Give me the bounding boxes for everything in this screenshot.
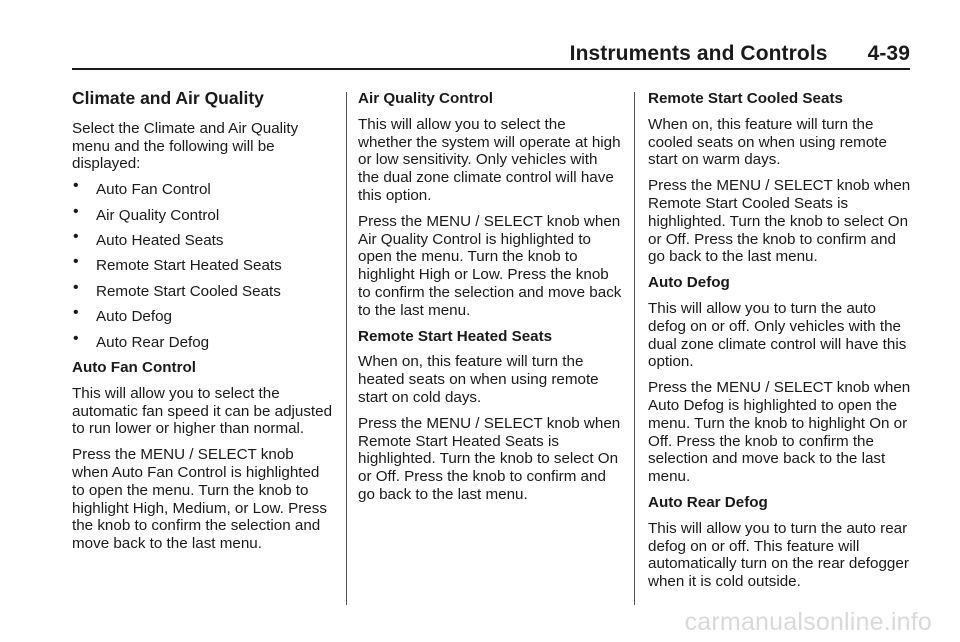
subheading-auto-fan-control: Auto Fan Control <box>72 358 197 376</box>
subheading-remote-start-cooled-seats: Remote Start Cooled Seats <box>648 90 843 107</box>
list-item: • Auto Defog <box>73 304 172 326</box>
paragraph: When on, this feature will turn the heated seats on when using remote start on cold days. <box>358 353 599 406</box>
column-1 <box>72 90 334 561</box>
column-divider-1 <box>346 92 347 605</box>
section-title: Instruments and Controls <box>569 42 828 65</box>
subheading-air-quality-control: Air Quality Control <box>358 90 494 107</box>
paragraph: Press the MENU / SELECT knob when Remote Start Heated Seats is highlighted. Turn the knob to select On or Off. Press the knob to confirm and go back to the last menu. <box>358 414 621 503</box>
menu-options-list <box>72 177 334 351</box>
list-item: • Air Quality Control <box>73 202 220 224</box>
list-item: • Auto Heated Seats <box>73 227 224 249</box>
page-header <box>72 38 910 66</box>
list-item: • Remote Start Cooled Seats <box>73 278 281 300</box>
bullet-icon: • <box>73 304 79 322</box>
paragraph: Press the MENU / SELECT knob when Air Quality Control is highlighted to open the menu. Turn the knob to highlight High or Low. Press the knob to confirm the selection and move back to the last menu. <box>358 212 622 319</box>
subheading-auto-rear-defog: Auto Rear Defog <box>648 493 768 511</box>
bullet-icon: • <box>73 253 79 271</box>
list-item: • Auto Fan Control <box>73 177 211 199</box>
bullet-icon: • <box>73 278 79 296</box>
intro-paragraph: Select the Climate and Air Quality menu and the following will be displayed: <box>72 119 299 173</box>
list-item: • Auto Rear Defog <box>73 329 210 351</box>
bullet-icon: • <box>73 329 79 347</box>
subheading-auto-defog: Auto Defog <box>648 274 730 292</box>
paragraph: When on, this feature will turn the cooled seats on when using remote start on warm days. <box>648 115 887 169</box>
column-2 <box>358 90 622 512</box>
column-divider-2 <box>634 92 635 605</box>
paragraph: This will allow you to turn the auto defog on or off. Only vehicles with the dual zone climate control will have this option. <box>648 299 907 371</box>
list-item: • Remote Start Heated Seats <box>73 253 282 275</box>
page-number: 4-39 <box>867 42 910 65</box>
paragraph: This will allow you to select the automatic fan speed it can be adjusted to run lower or higher than normal. <box>72 384 333 438</box>
header-rule <box>72 68 910 70</box>
section-heading: Climate and Air Quality <box>72 88 264 108</box>
bullet-icon: • <box>73 202 79 220</box>
paragraph: Press the MENU / SELECT knob when Auto Defog is highlighted to open the menu. Turn the knob to highlight On or Off. Press the knob to confirm the selection and move back to the last menu. <box>648 379 911 486</box>
paragraph: This will allow you to turn the auto rear defog on or off. This feature will automatically turn on the rear defogger when it is cold outside. <box>648 519 909 591</box>
bullet-icon: • <box>73 227 79 245</box>
bullet-icon: • <box>73 177 79 195</box>
watermark: carmanualsonline.info <box>684 608 932 636</box>
subheading-remote-start-heated-seats: Remote Start Heated Seats <box>358 327 553 345</box>
paragraph: This will allow you to select the whether the system will operate at high or low sensitivity. Only vehicles with the dual zone climate control will have this option. <box>358 115 621 204</box>
column-3 <box>648 90 912 599</box>
paragraph: Press the MENU / SELECT knob when Auto Fan Control is highlighted to open the menu. Turn the knob to highlight High, Medium, or Low. Press the knob to confirm the selection and move back to the last menu. <box>72 446 327 553</box>
paragraph: Press the MENU / SELECT knob when Remote Start Cooled Seats is highlighted. Turn the knob to select On or Off. Press the knob to confirm and go back to the last menu. <box>648 177 911 266</box>
